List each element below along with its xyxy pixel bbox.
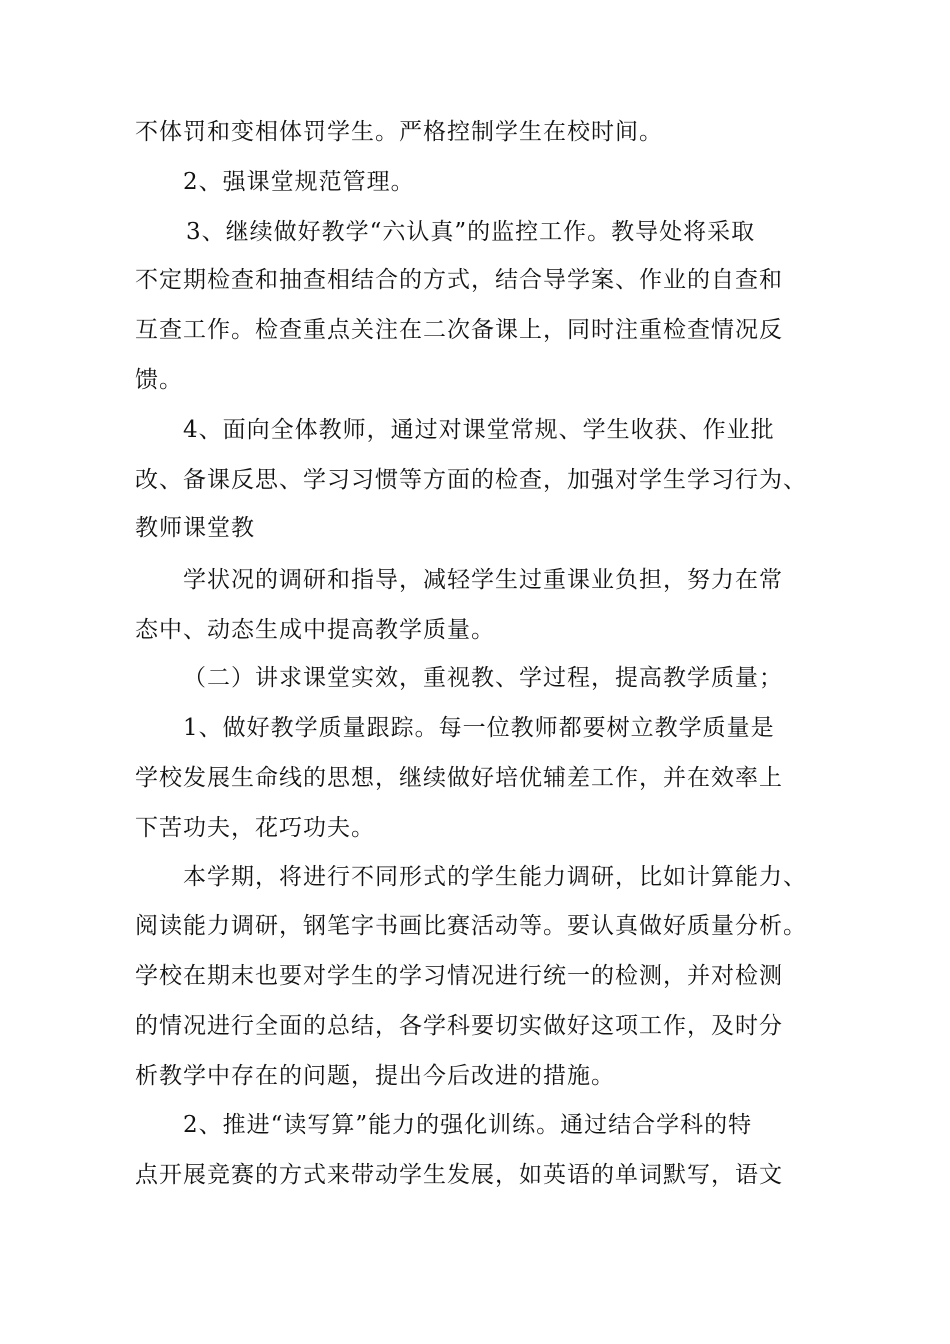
text-line: 学校发展生命线的思想，继续做好培优辅差工作，并在效率上 bbox=[135, 765, 783, 791]
text-line: 态中、动态生成中提高教学质量。 bbox=[135, 617, 495, 643]
text-line: 4、面向全体教师，通过对课堂常规、学生收获、作业批 bbox=[183, 417, 775, 443]
text-line: 本学期，将进行不同形式的学生能力调研，比如计算能力、 bbox=[183, 864, 807, 890]
text-line: 不定期检查和抽查相结合的方式，结合导学案、作业的自查和 bbox=[135, 267, 783, 293]
text-line: 互查工作。检查重点关注在二次备课上，同时注重检查情况反 bbox=[135, 317, 783, 343]
text-line: 不体罚和变相体罚学生。严格控制学生在校时间。 bbox=[135, 119, 663, 145]
text-line: 3、继续做好教学“六认真”的监控工作。教导处将采取 bbox=[186, 219, 756, 245]
text-line: 下苦功夫，花巧功夫。 bbox=[135, 815, 375, 841]
text-line: 学状况的调研和指导，减轻学生过重课业负担，努力在常 bbox=[183, 567, 783, 593]
text-line: 2、强课堂规范管理。 bbox=[183, 169, 415, 195]
section-heading: （二）讲求课堂实效，重视教、学过程，提高教学质量； bbox=[183, 665, 783, 691]
text-line: 析教学中存在的问题，提出今后改进的措施。 bbox=[135, 1063, 615, 1089]
text-line: 改、备课反思、学习习惯等方面的检查，加强对学生学习行为、 bbox=[135, 467, 807, 493]
text-line: 教师课堂教 bbox=[135, 515, 255, 541]
text-line: 1、做好教学质量跟踪。每一位教师都要树立教学质量是 bbox=[183, 715, 775, 741]
text-line: 学校在期末也要对学生的学习情况进行统一的检测，并对检测 bbox=[135, 963, 783, 989]
text-line: 点开展竞赛的方式来带动学生发展，如英语的单词默写，语文 bbox=[135, 1162, 783, 1188]
text-line: 馈。 bbox=[135, 367, 183, 393]
text-line: 阅读能力调研，钢笔字书画比赛活动等。要认真做好质量分析。 bbox=[135, 913, 807, 939]
text-line: 2、推进“读写算”能力的强化训练。通过结合学科的特 bbox=[183, 1112, 753, 1138]
text-line: 的情况进行全面的总结，各学科要切实做好这项工作，及时分 bbox=[135, 1013, 783, 1039]
